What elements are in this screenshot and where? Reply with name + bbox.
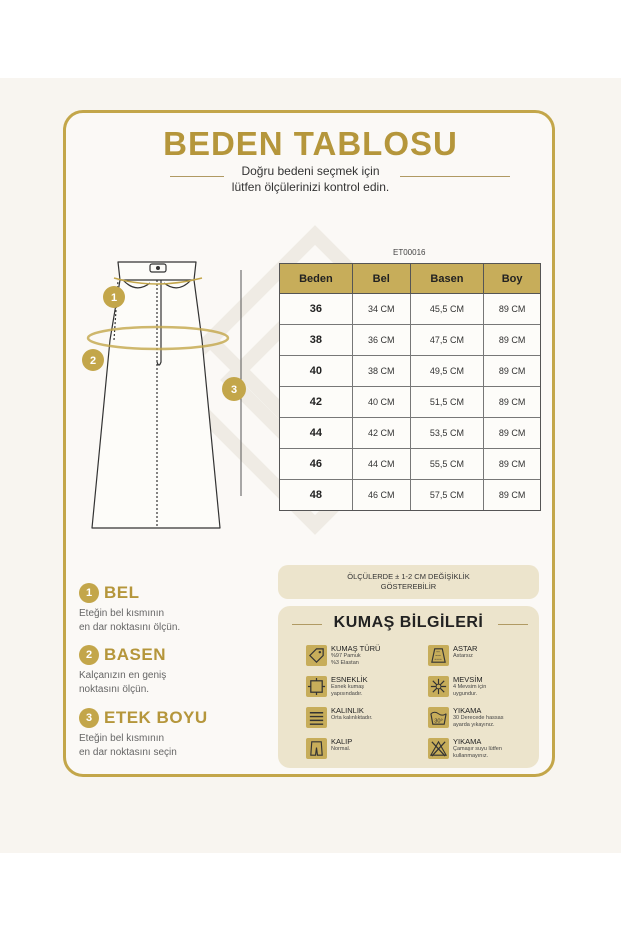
measurement-cell: 47,5 CM xyxy=(411,325,485,356)
fabric-item xyxy=(428,675,486,698)
subtitle-line-1: Doğru bedeni seçmek için xyxy=(241,164,380,178)
fabric-item xyxy=(306,737,352,759)
page-subtitle xyxy=(0,163,621,195)
measurement-cell: 49,5 CM xyxy=(411,356,485,387)
table-row xyxy=(280,387,540,418)
table-row xyxy=(280,480,540,510)
note-line-1: ÖLÇÜLERDE ± 1-2 CM DEĞİŞİKLİK xyxy=(347,572,470,581)
fabric-item-detail: 30 Derecede hassas xyxy=(453,715,504,721)
measurement-cell: 38 CM xyxy=(353,356,411,387)
size-cell: 40 xyxy=(280,356,353,387)
page-title: BEDEN TABLOSU xyxy=(163,125,458,162)
measurement-cell: 45,5 CM xyxy=(411,294,485,325)
size-cell: 46 xyxy=(280,449,353,480)
size-cell: 44 xyxy=(280,418,353,449)
measurement-cell: 89 CM xyxy=(484,294,540,325)
fabric-item-detail: 4 Mevsim için xyxy=(453,684,487,690)
size-cell: 48 xyxy=(280,480,353,510)
measurement-cell: 53,5 CM xyxy=(411,418,485,449)
waist-button xyxy=(156,266,160,270)
size-table-header xyxy=(280,264,540,294)
fabric-item-title: ESNEKLİK xyxy=(331,675,368,684)
wash-30-icon xyxy=(428,707,449,728)
size-table-body xyxy=(280,294,540,510)
fabric-item xyxy=(306,675,368,698)
legend-desc-line: Eteğin bel kısmının xyxy=(79,733,165,744)
season-icon xyxy=(428,676,449,697)
pattern-icon xyxy=(306,738,327,759)
measurement-cell: 42 CM xyxy=(353,418,411,449)
fabric-item xyxy=(428,737,502,760)
fabric-layers-icon xyxy=(306,707,327,728)
fabric-item-detail: kullanmayınız. xyxy=(453,753,489,759)
fabric-item-title: YIKAMA xyxy=(453,706,482,715)
legend-desc-line: noktasını ölçün. xyxy=(79,684,150,695)
marker-1: 1 xyxy=(110,292,118,304)
measurement-cell: 89 CM xyxy=(484,356,540,387)
column-header: Boy xyxy=(484,264,540,294)
stretch-icon xyxy=(306,676,327,697)
legend-desc-line: en dar noktasını ölçün. xyxy=(79,622,181,633)
measurement-cell: 34 CM xyxy=(353,294,411,325)
table-row xyxy=(280,325,540,356)
fabric-item-title: KUMAŞ TÜRÜ xyxy=(331,644,381,653)
legend-desc-line: Kalçanızın en geniş xyxy=(79,670,167,681)
legend-label: ETEK BOYU xyxy=(104,708,208,727)
legend-number: 2 xyxy=(79,645,99,665)
fabric-item-detail: %3 Elastan xyxy=(331,660,359,666)
table-row xyxy=(280,356,540,387)
fabric-item-detail: %97 Pamuk xyxy=(331,653,361,659)
fabric-title: KUMAŞ BİLGİLERİ xyxy=(333,614,484,631)
measurement-cell: 89 CM xyxy=(484,387,540,418)
fabric-item-detail: Esnek kumaş xyxy=(331,684,365,690)
size-table xyxy=(279,263,541,511)
fabric-item xyxy=(428,644,477,666)
fabric-item-title: KALINLIK xyxy=(331,706,364,715)
lining-icon xyxy=(428,645,449,666)
measurement-cell: 57,5 CM xyxy=(411,480,485,510)
skirt-diagram xyxy=(78,250,268,540)
fabric-item-detail: Orta kalınlıktadır. xyxy=(331,715,373,721)
fabric-item-detail: Normal. xyxy=(331,746,351,752)
fabric-tag-icon xyxy=(306,645,327,666)
fabric-item xyxy=(306,706,373,728)
legend-length xyxy=(79,706,208,760)
fabric-item-detail: Çamaşır suyu lütfen xyxy=(453,746,502,752)
marker-3: 3 xyxy=(230,384,238,396)
measurement-cell: 89 CM xyxy=(484,325,540,356)
table-row xyxy=(280,449,540,480)
marker-2: 2 xyxy=(89,355,97,367)
note-line-2: GÖSTEREBİLİR xyxy=(380,582,437,591)
legend-label: BEL xyxy=(104,583,140,602)
fabric-item-title: ASTAR xyxy=(453,644,478,653)
legend-desc-line: Eteğin bel kısmının xyxy=(79,608,165,619)
table-row xyxy=(280,294,540,325)
fabric-item-title: MEVSİM xyxy=(453,675,483,684)
legend-number: 1 xyxy=(79,583,99,603)
legend-hip xyxy=(79,643,166,697)
legend-waist xyxy=(79,581,180,635)
size-cell: 38 xyxy=(280,325,353,356)
fabric-item-detail: uygundur. xyxy=(453,691,478,697)
measurement-cell: 89 CM xyxy=(484,418,540,449)
column-header: Basen xyxy=(411,264,485,294)
size-cell: 42 xyxy=(280,387,353,418)
fabric-item-detail: ayarda yıkayınız. xyxy=(453,722,495,728)
subtitle-line-2: lütfen ölçülerinizi kontrol edin. xyxy=(231,180,390,194)
svg-text:30°: 30° xyxy=(434,718,443,725)
fabric-item-detail: yapısındadır. xyxy=(331,691,363,697)
size-cell: 36 xyxy=(280,294,353,325)
fabric-item xyxy=(428,706,503,729)
measurement-cell: 55,5 CM xyxy=(411,449,485,480)
column-header: Beden xyxy=(280,264,353,294)
fabric-item-title: KALIP xyxy=(331,737,353,746)
measurement-cell: 40 CM xyxy=(353,387,411,418)
measurement-note xyxy=(278,565,539,599)
fabric-item-title: YIKAMA xyxy=(453,737,482,746)
measurement-cell: 36 CM xyxy=(353,325,411,356)
fabric-item xyxy=(306,644,380,667)
legend-label: BASEN xyxy=(104,645,167,664)
measurement-cell: 89 CM xyxy=(484,449,540,480)
no-bleach-icon xyxy=(428,738,449,759)
legend-number: 3 xyxy=(79,708,99,728)
measurement-cell: 89 CM xyxy=(484,480,540,510)
measurement-cell: 46 CM xyxy=(353,480,411,510)
measurement-cell: 44 CM xyxy=(353,449,411,480)
legend-desc-line: en dar noktasını seçin xyxy=(79,747,177,758)
column-header: Bel xyxy=(353,264,411,294)
fabric-item-detail: Astarsız xyxy=(453,653,473,659)
fabric-info-panel xyxy=(278,606,539,768)
measurement-cell: 51,5 CM xyxy=(411,387,485,418)
product-code: ET00016 xyxy=(393,248,426,257)
table-row xyxy=(280,418,540,449)
